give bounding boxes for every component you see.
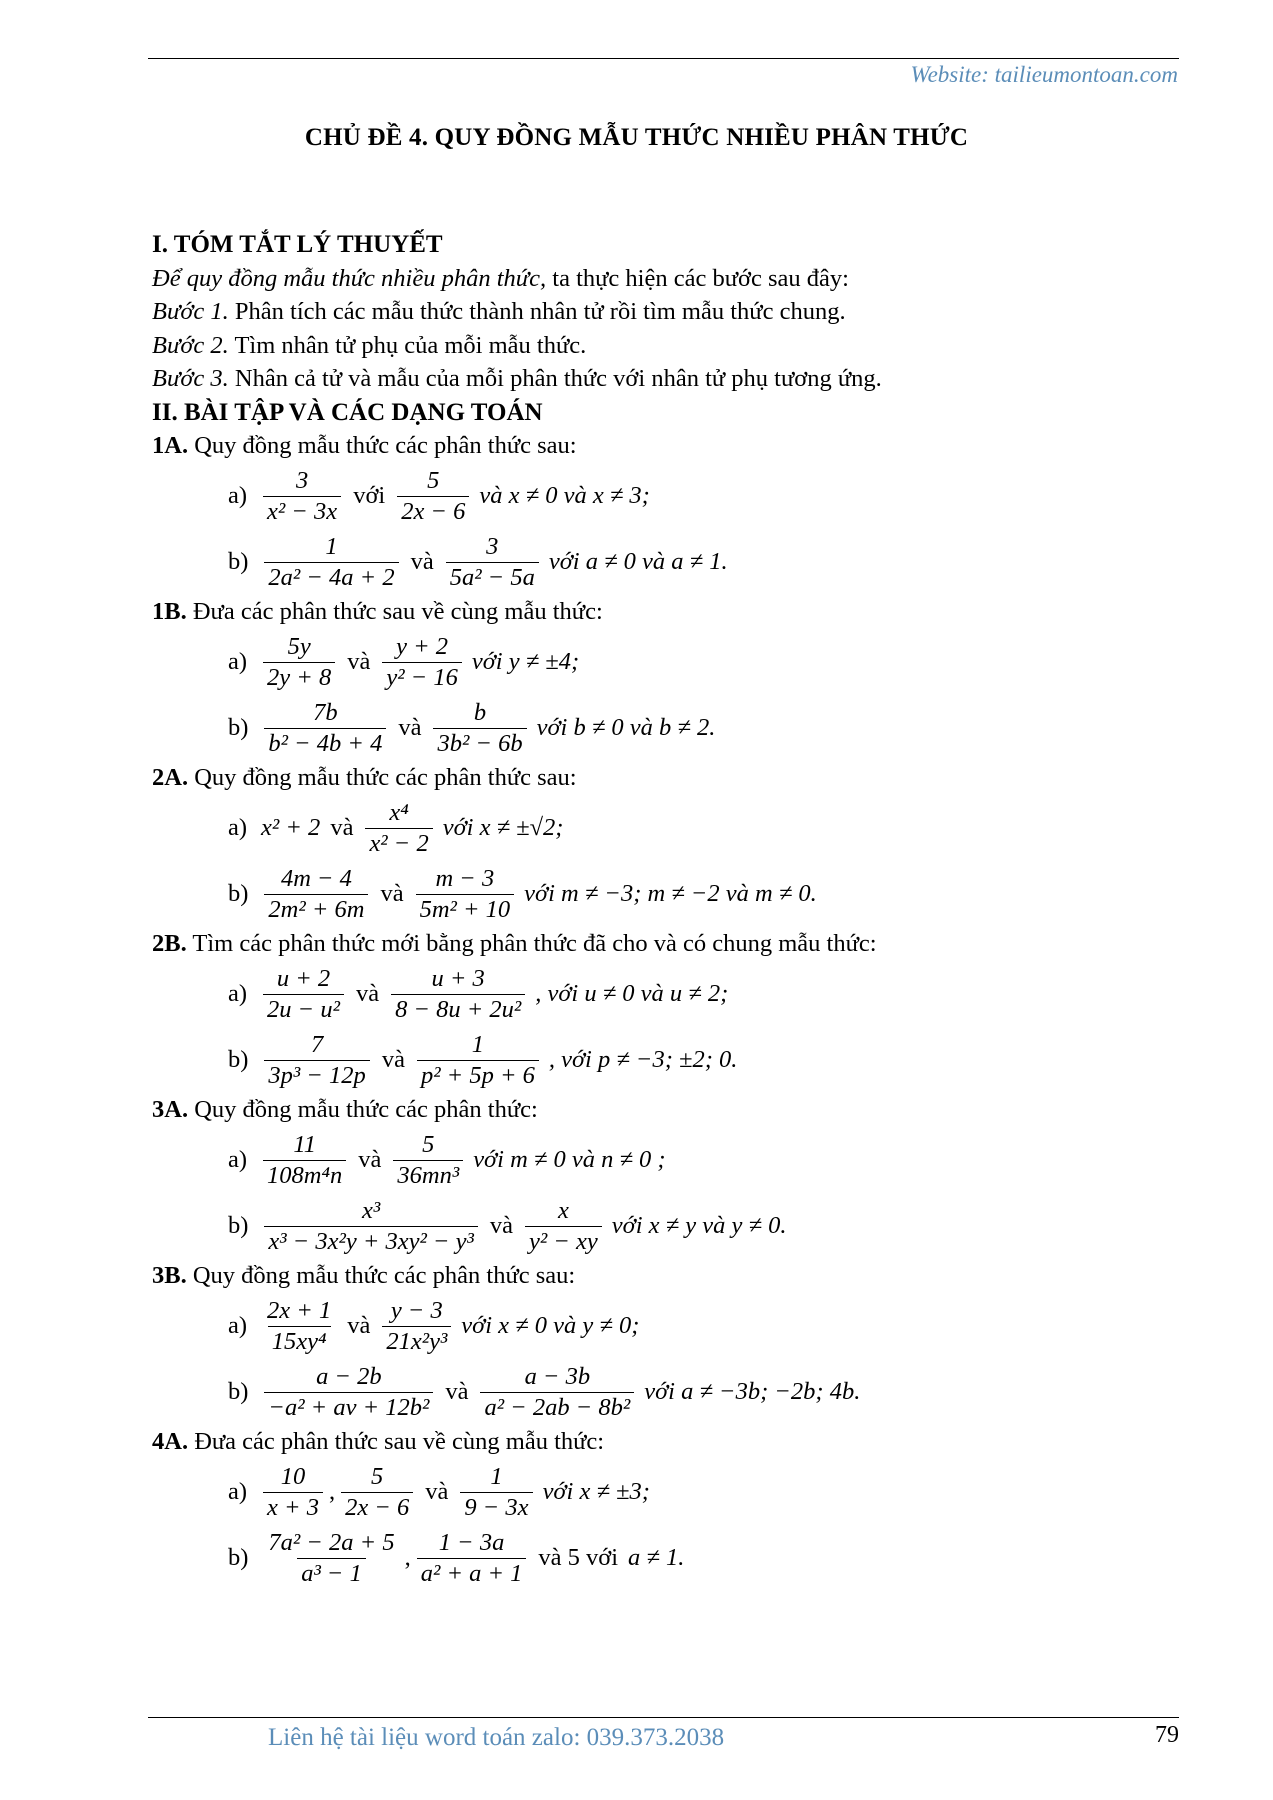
fraction-3 xyxy=(397,467,469,526)
fraction-1 xyxy=(264,1031,369,1090)
numerator: x³ xyxy=(362,1196,381,1224)
connector: với xyxy=(353,482,386,510)
condition: a ≠ 1. xyxy=(628,1544,685,1572)
exercise-part xyxy=(152,961,1182,1027)
problem-1b xyxy=(152,595,1182,761)
fraction-1 xyxy=(264,865,368,924)
numerator: a − 2b xyxy=(316,1362,382,1390)
connector: và xyxy=(410,548,434,576)
document-body xyxy=(152,228,1182,1591)
problem-header xyxy=(152,1259,1182,1293)
connector: và xyxy=(489,1212,514,1240)
problem-prompt: Quy đồng mẫu thức các phân thức sau: xyxy=(186,1262,576,1289)
exercise-part xyxy=(152,1359,1182,1425)
denominator: b² − 4b + 4 xyxy=(264,728,386,758)
fraction-1 xyxy=(264,1363,433,1422)
problem-id: 1A. xyxy=(152,432,189,459)
denominator: 2a² − 4a + 2 xyxy=(264,562,398,592)
numerator: 1 xyxy=(325,532,338,560)
fraction-1 xyxy=(263,1131,346,1190)
connector: và xyxy=(330,814,354,842)
connector: và xyxy=(381,1046,405,1074)
numerator: 11 xyxy=(293,1130,316,1158)
denominator: 36mn³ xyxy=(393,1160,463,1190)
exercise-part xyxy=(152,1027,1182,1093)
fraction-1 xyxy=(264,699,386,758)
exercise-part xyxy=(152,529,1182,595)
exercise-part xyxy=(152,1193,1182,1259)
numerator: 5 xyxy=(427,466,440,494)
step-label: Bước 1. xyxy=(152,298,229,325)
denominator: 3p³ − 12p xyxy=(264,1060,369,1090)
part-label: a) xyxy=(228,980,248,1008)
denominator: x + 3 xyxy=(263,1492,323,1522)
numerator: u + 2 xyxy=(276,964,331,992)
denominator: x² − 2 xyxy=(365,828,432,858)
exercise-part xyxy=(152,1293,1182,1359)
numerator: a − 3b xyxy=(524,1362,591,1390)
problem-id: 3A. xyxy=(152,1096,189,1123)
problem-3a xyxy=(152,1093,1182,1259)
fraction-1 xyxy=(263,633,335,692)
fraction-2 xyxy=(341,1463,413,1522)
fraction-3 xyxy=(382,1297,451,1356)
problem-prompt: Đưa các phân thức sau về cùng mẫu thức: xyxy=(186,598,603,625)
separator: , xyxy=(328,1478,336,1506)
problem-prompt: Đưa các phân thức sau về cùng mẫu thức: xyxy=(188,1428,605,1455)
part-label: a) xyxy=(228,1478,248,1506)
problem-header xyxy=(152,595,1182,629)
denominator: a² + a + 1 xyxy=(417,1558,527,1588)
fraction-3 xyxy=(417,1031,539,1090)
exercises-heading: II. BÀI TẬP VÀ CÁC DẠNG TOÁN xyxy=(152,398,543,426)
part-label: b) xyxy=(228,714,249,742)
connector: và xyxy=(380,880,404,908)
intro-italic: Để quy đồng mẫu thức nhiều phân thức, xyxy=(152,264,547,292)
denominator: 2u − u² xyxy=(263,994,344,1024)
problem-4a xyxy=(152,1425,1182,1591)
connector: và 5 với xyxy=(538,1544,619,1572)
problem-header xyxy=(152,1425,1182,1459)
fraction-1 xyxy=(264,1197,477,1256)
condition: với a ≠ 0 và a ≠ 1. xyxy=(548,548,728,576)
problem-header xyxy=(152,761,1182,795)
numerator: x xyxy=(557,1196,569,1224)
problem-prompt: Tìm các phân thức mới bằng phân thức đã cho và có chung mẫu thức: xyxy=(186,930,877,957)
numerator: 1 − 3a xyxy=(438,1528,505,1556)
exercise-part xyxy=(152,695,1182,761)
fraction-2 xyxy=(417,1529,527,1588)
numerator: x⁴ xyxy=(389,798,409,826)
condition: với a ≠ −3b; −2b; 4b. xyxy=(644,1378,861,1406)
numerator: y − 3 xyxy=(390,1296,443,1324)
step-label: Bước 3. xyxy=(152,365,229,392)
problem-prompt: Quy đồng mẫu thức các phân thức: xyxy=(188,1096,538,1123)
problem-3b xyxy=(152,1259,1182,1425)
problem-id: 2B. xyxy=(152,930,187,957)
denominator: p² + 5p + 6 xyxy=(417,1060,539,1090)
footer-contact: Liên hệ tài liệu word toán zalo: 039.373.2038 xyxy=(268,1724,725,1751)
denominator: 15xy⁴ xyxy=(268,1326,331,1356)
exercise-part xyxy=(152,1525,1182,1591)
denominator: y² − xy xyxy=(525,1226,602,1256)
numerator: 5y xyxy=(287,632,311,660)
fraction-1 xyxy=(263,1463,323,1522)
problem-id: 4A. xyxy=(152,1428,189,1455)
numerator: m − 3 xyxy=(435,864,495,892)
numerator: 3 xyxy=(295,466,309,494)
denominator: 3b² − 6b xyxy=(433,728,526,758)
numerator: 5 xyxy=(422,1130,435,1158)
fraction-1 xyxy=(263,965,344,1024)
denominator: 9 − 3x xyxy=(460,1492,532,1522)
problem-list xyxy=(152,429,1182,1591)
denominator: 5m² + 10 xyxy=(416,894,515,924)
numerator: u + 3 xyxy=(431,964,485,992)
separator: , xyxy=(404,1544,411,1572)
numerator: 4m − 4 xyxy=(280,864,352,892)
denominator: x² − 3x xyxy=(263,496,341,526)
fraction-3 xyxy=(446,533,539,592)
step-label: Bước 2. xyxy=(152,331,229,359)
numerator: 5 xyxy=(371,1462,384,1490)
numerator: 7b xyxy=(313,698,338,726)
problem-id: 3B. xyxy=(152,1262,187,1289)
fraction-3 xyxy=(365,799,432,858)
exercise-part xyxy=(152,1127,1182,1193)
denominator: a² − 2ab − 8b² xyxy=(480,1392,634,1422)
theory-heading: I. TÓM TẮT LÝ THUYẾT xyxy=(152,231,443,258)
fraction-3 xyxy=(382,633,462,692)
condition: và x ≠ 0 và x ≠ 3; xyxy=(479,482,650,510)
denominator: 2x − 6 xyxy=(397,496,469,526)
problem-2b xyxy=(152,927,1182,1093)
fraction-3 xyxy=(391,965,525,1024)
problem-header xyxy=(152,429,1182,463)
condition: với x ≠ ±√2; xyxy=(442,814,564,842)
numerator: 3 xyxy=(486,532,499,560)
denominator: 5a² − 5a xyxy=(446,562,539,592)
connector: và xyxy=(398,714,422,742)
website-link[interactable]: Website: tailieumontoan.com xyxy=(910,62,1178,87)
part-label: a) xyxy=(228,814,248,842)
step-2 xyxy=(152,329,1182,363)
exercise-part xyxy=(152,629,1182,695)
part-label: a) xyxy=(228,482,248,510)
part-label: b) xyxy=(228,548,249,576)
part-label: b) xyxy=(228,880,249,908)
numerator: 2x + 1 xyxy=(267,1296,332,1324)
step-text: Tìm nhân tử phụ của mỗi mẫu thức. xyxy=(228,331,587,359)
exercise-part xyxy=(152,463,1182,529)
numerator: 1 xyxy=(490,1462,503,1490)
step-text: Phân tích các mẫu thức thành nhân tử rồi tìm mẫu thức chung. xyxy=(228,298,846,325)
problem-prompt: Quy đồng mẫu thức các phân thức sau: xyxy=(188,432,577,459)
problem-id: 1B. xyxy=(152,598,187,625)
part-label: a) xyxy=(228,1312,248,1340)
fraction-3 xyxy=(433,699,526,758)
step-text: Nhân cả tử và mẫu của mỗi phân thức với nhân tử phụ tương ứng. xyxy=(228,365,882,392)
denominator: −a² + av + 12b² xyxy=(264,1392,433,1422)
exercise-part xyxy=(152,861,1182,927)
fraction-3 xyxy=(416,865,515,924)
connector: và xyxy=(425,1478,449,1506)
page-title: CHỦ ĐỀ 4. QUY ĐỒNG MẪU THỨC NHIỀU PHÂN THỨC xyxy=(304,124,969,151)
numerator: 7a² − 2a + 5 xyxy=(268,1528,395,1556)
page-number: 79 xyxy=(1155,1722,1179,1748)
condition: với m ≠ 0 và n ≠ 0 ; xyxy=(473,1146,666,1174)
numerator: b xyxy=(473,698,487,726)
denominator: 2y + 8 xyxy=(263,662,335,692)
expression: x² + 2 xyxy=(261,814,321,842)
condition: với x ≠ y và y ≠ 0. xyxy=(611,1212,787,1240)
fraction-1 xyxy=(263,467,341,526)
fraction-1 xyxy=(264,1529,398,1588)
problem-header xyxy=(152,1093,1182,1127)
condition: với b ≠ 0 và b ≠ 2. xyxy=(536,714,716,742)
denominator: x³ − 3x²y + 3xy² − y³ xyxy=(264,1226,477,1256)
denominator: a³ − 1 xyxy=(297,1558,366,1588)
part-label: b) xyxy=(228,1212,249,1240)
part-label: a) xyxy=(228,648,248,676)
fraction-3 xyxy=(480,1363,634,1422)
intro-rest: ta thực hiện các bước sau đây: xyxy=(546,264,849,292)
fraction-3 xyxy=(525,1197,602,1256)
problem-prompt: Quy đồng mẫu thức các phân thức sau: xyxy=(188,764,577,791)
connector: và xyxy=(347,1312,371,1340)
problem-header xyxy=(152,927,1182,961)
theory-intro xyxy=(152,262,1182,296)
condition: với y ≠ ±4; xyxy=(471,648,580,676)
fraction-3 xyxy=(460,1463,532,1522)
connector: và xyxy=(347,648,371,676)
denominator: 108m⁴n xyxy=(263,1160,346,1190)
part-label: a) xyxy=(228,1146,248,1174)
exercise-part xyxy=(152,1459,1182,1525)
condition: , với u ≠ 0 và u ≠ 2; xyxy=(535,980,729,1008)
condition: với x ≠ 0 và y ≠ 0; xyxy=(461,1312,640,1340)
problem-2a xyxy=(152,761,1182,927)
part-label: b) xyxy=(228,1046,249,1074)
header-rule xyxy=(148,58,1179,59)
denominator: 21x²y³ xyxy=(382,1326,451,1356)
fraction-3 xyxy=(393,1131,463,1190)
condition: với m ≠ −3; m ≠ −2 và m ≠ 0. xyxy=(524,880,817,908)
numerator: 7 xyxy=(310,1030,324,1058)
fraction-1 xyxy=(264,533,398,592)
numerator: 1 xyxy=(471,1030,485,1058)
step-1 xyxy=(152,295,1182,329)
connector: và xyxy=(355,980,380,1008)
part-label: b) xyxy=(228,1544,249,1572)
condition: , với p ≠ −3; ±2; 0. xyxy=(548,1046,738,1074)
part-label: b) xyxy=(228,1378,249,1406)
denominator: 2m² + 6m xyxy=(264,894,368,924)
numerator: 10 xyxy=(280,1462,306,1490)
denominator: y² − 16 xyxy=(382,662,462,692)
problem-id: 2A. xyxy=(152,764,189,791)
problem-1a xyxy=(152,429,1182,595)
condition: với x ≠ ±3; xyxy=(542,1478,650,1506)
denominator: 2x − 6 xyxy=(341,1492,413,1522)
footer-rule xyxy=(148,1717,1179,1718)
fraction-1 xyxy=(263,1297,335,1356)
exercise-part xyxy=(152,795,1182,861)
denominator: 8 − 8u + 2u² xyxy=(391,994,525,1024)
numerator: y + 2 xyxy=(396,632,449,660)
step-3 xyxy=(152,362,1182,396)
connector: và xyxy=(445,1378,469,1406)
connector: và xyxy=(358,1146,382,1174)
